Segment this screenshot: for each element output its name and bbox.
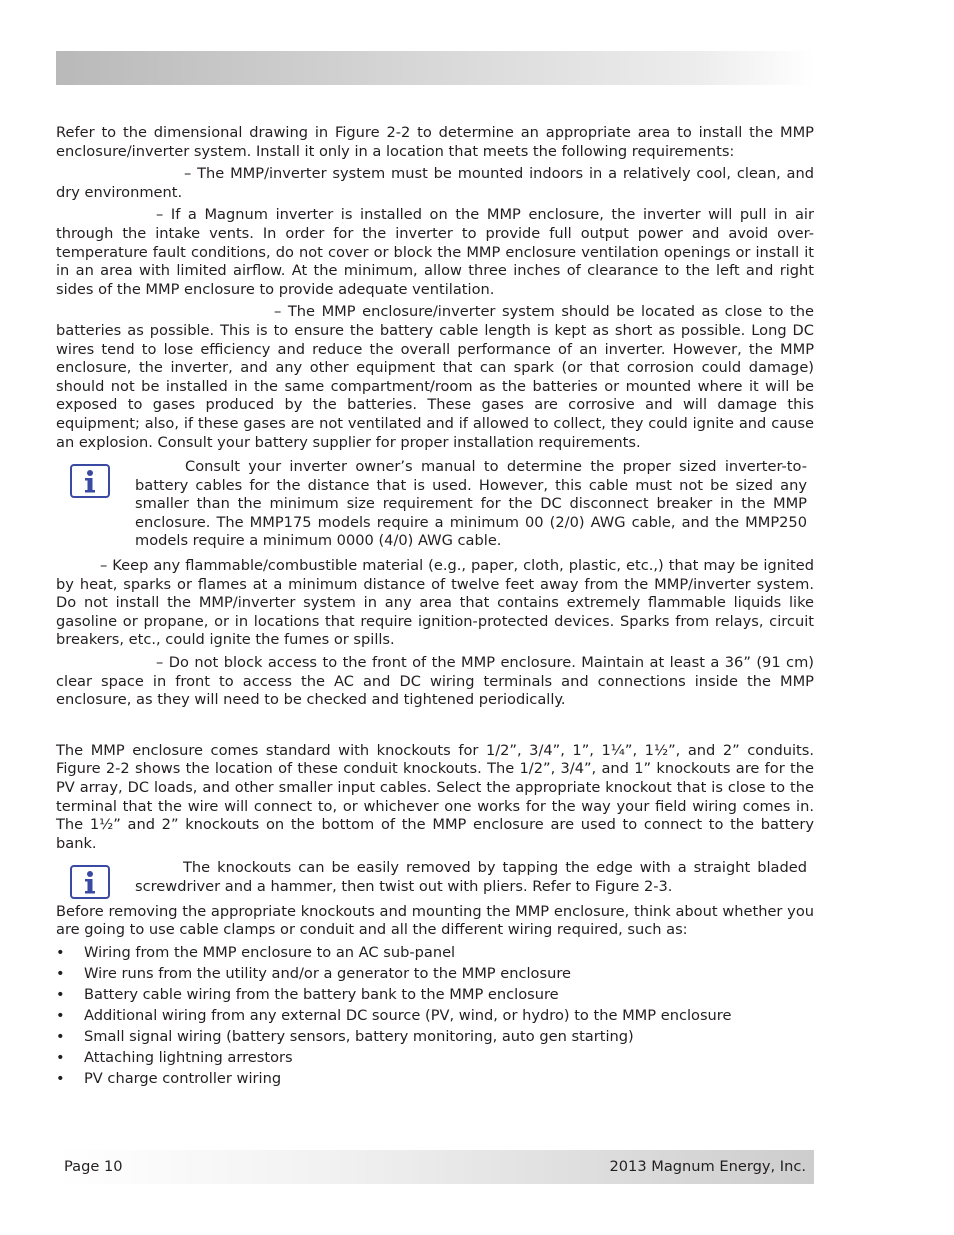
flammable-paragraph: – Keep any flammable/combustible material (e.g., paper, cloth, plastic, etc.,) that may be ignited by heat, sparks or flames at a minimum distance of twelve feet away from the MMP/inverter system. Do not install the MMP/inverter system in any area that contains extremely flammable liquids like gasoline or propane, or in locations that require ignition-protected devices. Sparks from relays, circuit breakers, etc., could ignite the fumes or spills. bbox=[56, 557, 814, 649]
footer-bar bbox=[56, 1150, 814, 1184]
bullet-icon: • bbox=[56, 985, 65, 1003]
list-item: • Additional wiring from any external DC source (PV, wind, or hydro) to the MMP enclosure bbox=[56, 1006, 732, 1024]
knockouts-paragraph: The MMP enclosure comes standard with knockouts for 1/2”, 3/4”, 1”, 1¼”, 1½”, and 2” conduits. Figure 2-2 shows the location of these conduit knockouts. The 1/2”, 3/4”, and 1” knockouts are for the PV array, DC loads, and other smaller input cables. Select the appropriate knockout that is close to the terminal that the wire will connect to, or whichever one works for the way your field wiring comes in. The 1½” and 2” knockouts on the bottom of the MMP enclosure are used to connect to the battery bank. bbox=[56, 741, 814, 852]
access-paragraph: – Do not block access to the front of the MMP enclosure. Maintain at least a 36” (91 cm) clear space in front to access the AC and DC wiring terminals and connections inside the MMP enclosure, as they will need to be checked and tightened periodically. bbox=[56, 654, 814, 709]
bullet-icon: • bbox=[56, 943, 65, 961]
battery-location-paragraph: – The MMP enclosure/inverter system should be located as close to the batteries as possible. This is to ensure the battery cable length is kept as short as possible. Long DC wires tend to lose efficiency and reduce the overall performance of an inverter. However, the MMP enclosure, the inverter, and any other equipment that can spark (or that corrosion could damage) should not be installed in the same compartment/room as the batteries or mounted where it will be exposed to gases produced by the batteries. These gases are corrosive and will damage this equipment; also, if these gases are not ventilated and if allowed to collect, they could ignite and cause an explosion. Consult your battery supplier for proper installation requirements. bbox=[56, 303, 814, 451]
wiring-list bbox=[56, 944, 814, 1089]
bullet-icon: • bbox=[56, 1027, 65, 1045]
section-gap bbox=[56, 714, 814, 742]
page-content bbox=[56, 124, 814, 1091]
note-text-knockouts: The knockouts can be easily removed by tapping the edge with a straight bladed screwdriver and a hammer, then twist out with pliers. Refer to Figure 2-3. bbox=[135, 859, 807, 895]
bullet-icon: • bbox=[56, 1069, 65, 1087]
list-item: • Attaching lightning arrestors bbox=[56, 1048, 293, 1066]
list-item: • Battery cable wiring from the battery bank to the MMP enclosure bbox=[56, 985, 559, 1003]
bullet-icon: • bbox=[56, 1006, 65, 1024]
list-item: • Wire runs from the utility and/or a generator to the MMP enclosure bbox=[56, 964, 571, 982]
copyright-text: 2013 Magnum Energy, Inc. bbox=[609, 1158, 806, 1175]
ventilation-paragraph: – If a Magnum inverter is installed on the MMP enclosure, the inverter will pull in air through the intake vents. In order for the inverter to provide full output power and avoid over-temperature fault conditions, do not cover or block the MMP enclosure ventilation openings or install it in an area with limited airflow. At the minimum, allow three inches of clearance to the left and right sides of the MMP enclosure to provide adequate ventilation. bbox=[56, 206, 814, 298]
intro-paragraph: Refer to the dimensional drawing in Figure 2-2 to determine an appropriate area to install the MMP enclosure/inverter system. Install it only in a location that meets the following requirements: bbox=[56, 124, 814, 160]
list-item: • Wiring from the MMP enclosure to an AC sub-panel bbox=[56, 943, 456, 961]
info-icon bbox=[70, 865, 110, 899]
page-number: Page 10 bbox=[64, 1158, 123, 1175]
info-note-cables bbox=[56, 458, 814, 551]
bullet-icon: • bbox=[56, 964, 65, 982]
info-note-knockouts bbox=[56, 859, 814, 896]
list-item: • PV charge controller wiring bbox=[56, 1069, 282, 1087]
header-bar bbox=[56, 51, 814, 85]
info-icon bbox=[70, 464, 110, 498]
environment-paragraph: – The MMP/inverter system must be mounted indoors in a relatively cool, clean, and dry environment. bbox=[56, 165, 814, 201]
bullet-icon: • bbox=[56, 1048, 65, 1066]
list-item: • Small signal wiring (battery sensors, battery monitoring, auto gen starting) bbox=[56, 1027, 634, 1045]
wiring-intro-paragraph: Before removing the appropriate knockouts and mounting the MMP enclosure, think about whether you are going to use cable clamps or conduit and all the different wiring required, such as: bbox=[56, 902, 814, 939]
note-text-cables: Consult your inverter owner’s manual to determine the proper sized inverter-to-battery cables for the distance that is used. However, this cable must not be sized any smaller than the minimum size requirement for the DC disconnect breaker in the MMP enclosure. The MMP175 models require a minimum 00 (2/0) AWG cable, and the MMP250 models require a minimum 0000 (4/0) AWG cable. bbox=[135, 458, 807, 550]
